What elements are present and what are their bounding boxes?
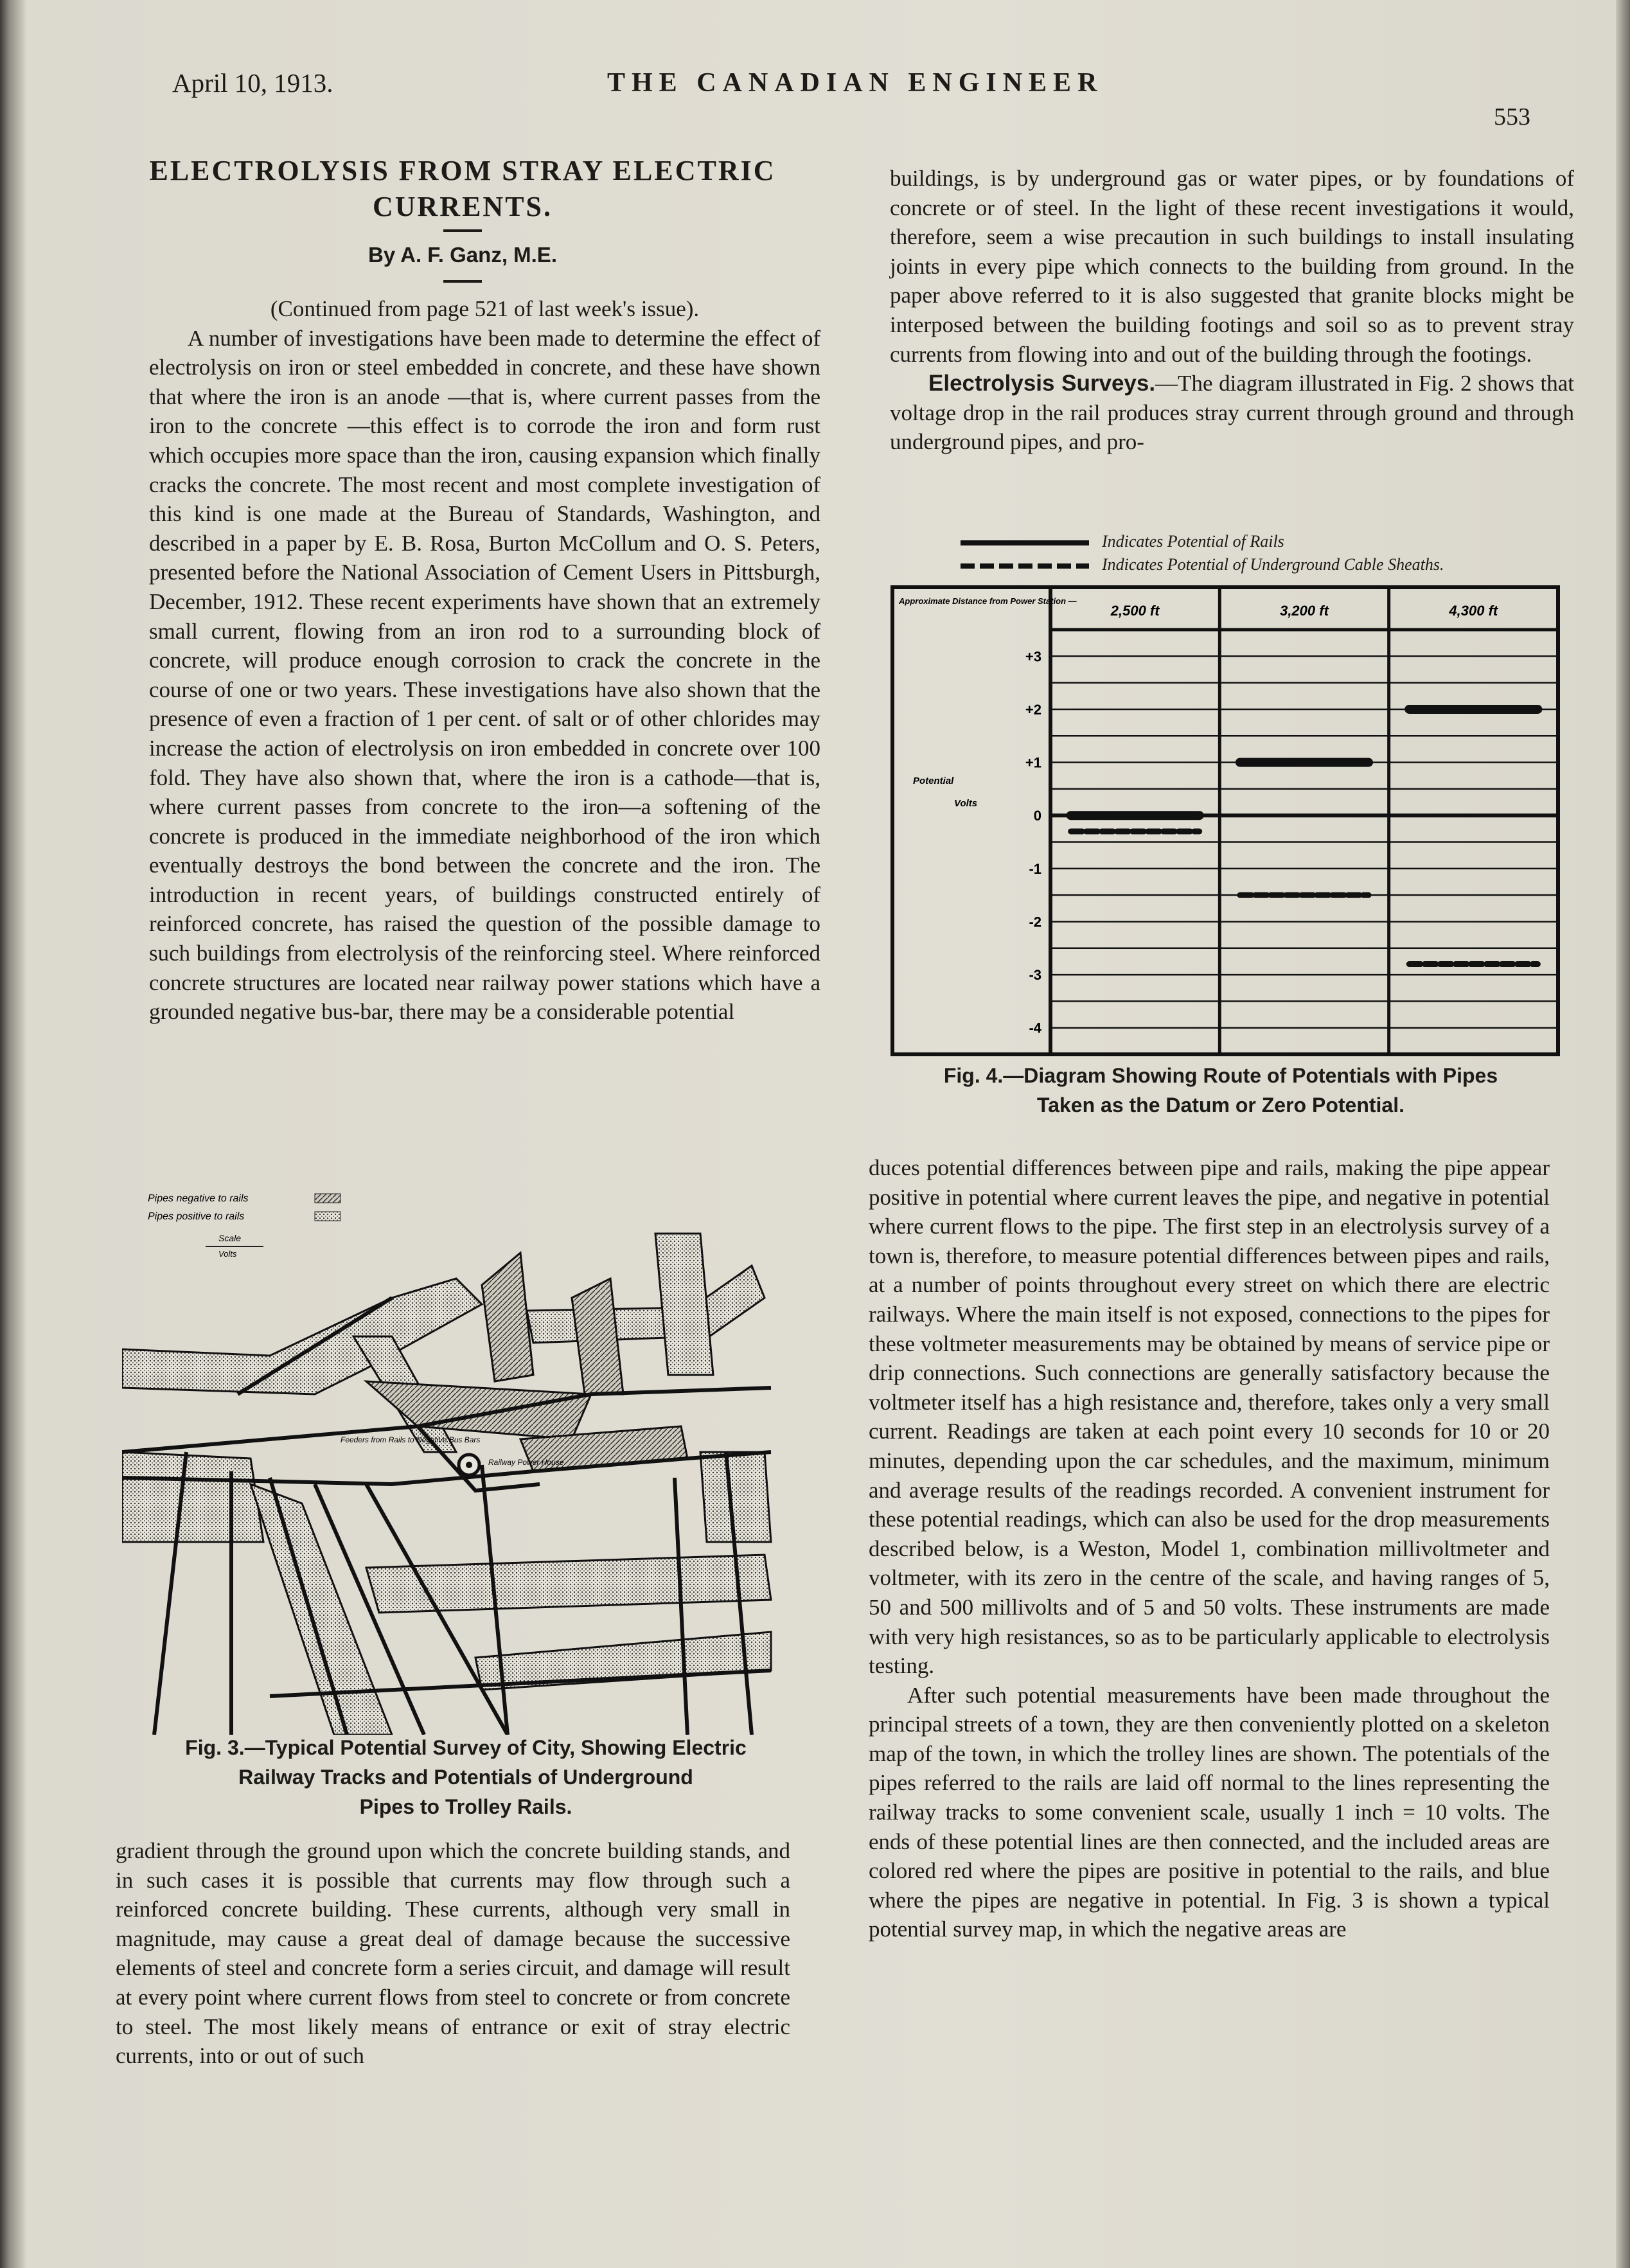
- paragraph: A number of investigations have been made to determine the effect of electrolysis on iron or steel embedded in concrete, and these have shown that where the iron is an anode —that is, where current passes from the iron to the concrete —this effect is to corrode the iron and form rust which occupies more space than the iron, causing expansion which finally cracks the concrete. The most recent and most complete investigation of this kind is one made at the Bureau of Standards, Washington, and described in a paper by E. B. Rosa, Burton McCollum and O. S. Peters, presented before the National Association of Cement Users in Pittsburgh, December, 1912. These recent experiments have shown that an extremely small current, flowing from an iron rod to a surrounding block of concrete, will produce enough corrosion to crack the concrete in the course of one or two years. These investigations have also shown that the presence of even a fraction of 1 per cent. of salt or of other chlorides may increase the action of electrolysis on iron embedded in concrete over 100 fold. They have also shown that, where the iron is a cathode—that is, where current passes from concrete to the iron—a softening of the concrete is produced in the immediate neighborhood of the iron which eventually destroys the bond between the concrete and the iron. The introduction in recent years, of buildings constructed entirely of reinforced concrete, has raised the question of the possible damage to such buildings from electrolysis of the reinforcing steel. Where reinforced concrete structures are located near railway power stations which have a grounded negative bus-bar, there may be a considerable potential: [149, 325, 820, 1025]
- y-tick-labels: [1025, 648, 1042, 1036]
- fig4-legend: [961, 530, 1444, 576]
- left-column-top: [149, 294, 820, 1027]
- paragraph: gradient through the ground upon which the concrete building stands, and in such cases it is possible that currents may flow through such a reinforced concrete building. These currents, although very small in magnitude, may cause a great deal of damage because the successive elements of steel and concrete form a series circuit, and damage will result at every point where current flows from steel to concrete or from concrete to steel. The most likely means of entrance or exit of stray electric currents, into or out of such: [116, 1838, 790, 2069]
- rails-swatch: [961, 540, 1089, 545]
- fig4-caption: [874, 1061, 1568, 1120]
- fig4-legend-rails: [961, 530, 1444, 553]
- fig3-legend: [148, 1193, 341, 1259]
- powerhouse-label: Railway Power House: [488, 1458, 564, 1467]
- fig4-legend-cable: [961, 553, 1444, 576]
- legend-neg-label: Pipes negative to rails: [148, 1193, 249, 1204]
- article-title: [141, 153, 784, 225]
- cable-swatch: [961, 563, 1089, 569]
- fig4-caption-line1: Fig. 4.—Diagram Showing Route of Potentials with Pipes: [943, 1064, 1498, 1087]
- y-tick-label: +1: [1025, 754, 1041, 771]
- y-label-2: Volts: [954, 798, 978, 809]
- fig4-potential-chart: [890, 585, 1561, 1057]
- chart-frame: [892, 587, 1558, 1054]
- chart-grid: [1050, 587, 1558, 1054]
- y-tick-label: -4: [1029, 1020, 1041, 1036]
- column-header: 2,500 ft: [1110, 603, 1160, 619]
- scale-unit: Volts: [218, 1249, 237, 1259]
- y-tick-label: +3: [1025, 648, 1041, 665]
- chart-marks: [1071, 709, 1538, 964]
- article-title-line1: ELECTROLYSIS FROM STRAY ELECTRIC: [149, 155, 776, 186]
- right-column-bottom: [869, 1153, 1550, 1944]
- paragraph: buildings, is by underground gas or water pipes, or by foundations of concrete or of steel. In the light of these recent investigations it would, therefore, seem a wise precaution in such buildings to install insulating joints in every pipe which connects to the building from ground. In the paper above referred to it is also suggested that granite blocks might be interposed between the building footings and soil so as to prevent stray currents from flowing into and out of the building through the footings.: [890, 166, 1574, 367]
- corner-label: Approximate Distance from Power Station —: [899, 596, 1077, 606]
- book-spine: [1616, 0, 1630, 2268]
- fig3-survey-map: [122, 1182, 803, 1735]
- surveys-paragraph: [890, 369, 1574, 457]
- y-tick-label: 0: [1033, 808, 1041, 824]
- surveys-text: —The diagram illustrated in Fig. 2 shows that voltage drop in the rail produces stray current through ground and through underground pipes, and pro-: [890, 371, 1574, 455]
- fig4-caption-line2: Taken as the Datum or Zero Potential.: [1037, 1094, 1404, 1117]
- scale-label: Scale: [218, 1233, 242, 1243]
- surveys-heading: Electrolysis Surveys.: [928, 371, 1156, 396]
- column-header: 4,300 ft: [1449, 603, 1498, 619]
- rails-legend-label: Indicates Potential of Rails: [1102, 532, 1284, 551]
- title-rule: [443, 229, 482, 232]
- fig3-caption-line1: Fig. 3.—Typical Potential Survey of City, Showing Electric: [185, 1736, 747, 1759]
- paragraph: After such potential measurements have been made throughout the principal streets of a town, they are then conveniently plotted on a skeleton map of the town, in which the trolley lines are shown. The potentials of the pipes referred to the rails are laid off normal to the lines representing the railway tracks to some convenient scale, usually 1 inch = 10 volts. The ends of these potential lines are then connected, and the included areas are colored red where the pipes are positive in potential to the rails, and blue where the pipes are negative in potential. In Fig. 3 is shown a typical potential survey map, in which the negative areas are: [869, 1682, 1550, 1942]
- feeders-label: Feeders from Rails to Negative Bus Bars: [341, 1435, 481, 1444]
- header-date: April 10, 1913.: [172, 68, 333, 98]
- column-header: 3,200 ft: [1280, 603, 1329, 619]
- paragraph: duces potential differences between pipe and rails, making the pipe appear positive in potential where current leaves the pipe, and negative in potential where current flows to the pipe. The first step in an electrolysis survey of a town is, therefore, to measure potential differences between pipes and rails, at a number of points throughout every street on which there are electric railways. Where the main itself is not exposed, connections to the pipes for these voltmeter measurements may be obtained by means of service pipe or drip connections. Such connections are generally satisfactory because the voltmeter itself has a high resistance and, therefore, takes only a very small current. Readings are taken at each point every 10 seconds for 10 or 20 minutes, depending upon the car schedules, and the maximum, minimum and average results of the readings recorded. A convenient instrument for these potential readings, which can also be used for the drop measurements described below, is a Weston, Model 1, combination millivoltmeter and voltmeter, with its zero in the centre of the scale, and having ranges of 5, 50 and 500 millivolts and of 5 and 50 volts. These instruments are made with very high resistances, so as to be particularly applicable to electrolysis testing.: [869, 1155, 1550, 1679]
- legend-pos-label: Pipes positive to rails: [148, 1211, 245, 1222]
- page-number: 553: [1494, 103, 1530, 130]
- right-column-top: [890, 164, 1574, 457]
- fig3-caption-line3: Pipes to Trolley Rails.: [359, 1795, 572, 1818]
- legend-pos-swatch: [315, 1212, 341, 1221]
- y-tick-label: -1: [1029, 860, 1041, 877]
- byline-rule: [443, 280, 482, 283]
- fig3-caption-line2: Railway Tracks and Potentials of Underground: [238, 1766, 693, 1789]
- cable-legend-label: Indicates Potential of Underground Cable Sheaths.: [1102, 555, 1444, 574]
- y-tick-label: +2: [1025, 701, 1041, 718]
- y-label-1: Potential: [913, 775, 954, 786]
- column-headers: [1110, 603, 1499, 619]
- legend-neg-swatch: [315, 1194, 341, 1203]
- article-byline: By A. F. Ganz, M.E.: [368, 243, 557, 267]
- left-column-bottom: [116, 1836, 790, 2071]
- article-title-line2: CURRENTS.: [372, 191, 553, 222]
- fig3-caption: [125, 1733, 806, 1821]
- y-tick-label: -3: [1029, 967, 1041, 984]
- journal-title: THE CANADIAN ENGINEER: [607, 68, 1104, 98]
- continued-note: (Continued from page 521 of last week's issue).: [270, 296, 700, 321]
- y-tick-label: -2: [1029, 914, 1041, 930]
